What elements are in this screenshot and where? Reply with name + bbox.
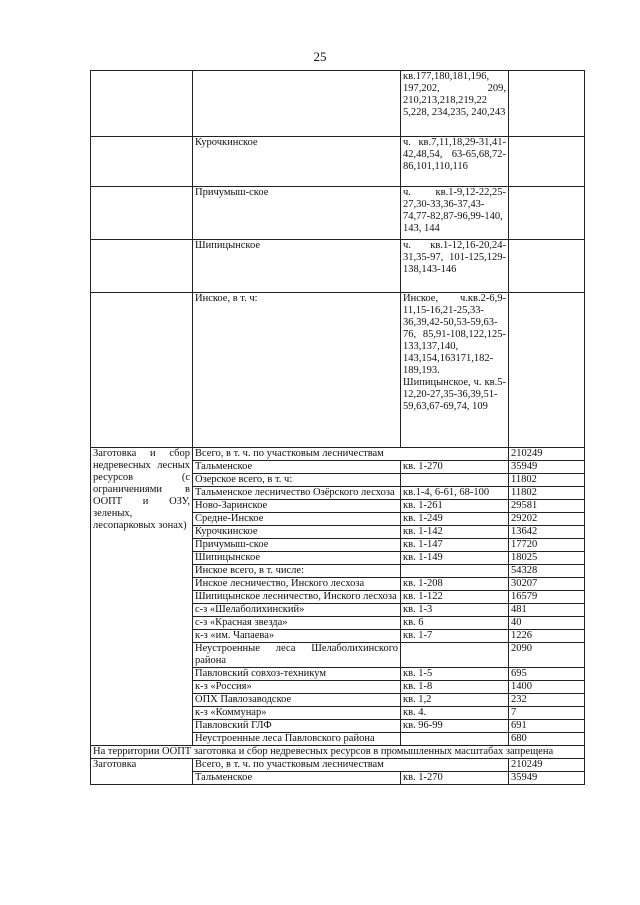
quarters-cell: кв. 1-3: [401, 604, 509, 617]
subdivision-name-cell: Средне-Инское: [193, 513, 401, 526]
area-name-cell: Курочкинское: [193, 137, 401, 187]
quarters-cell: кв. 1-147: [401, 539, 509, 552]
subdivision-name-cell: Неустроенные леса Шелаболихинского района: [193, 643, 401, 668]
area-value-cell: 210249: [509, 759, 585, 772]
subdivision-name-cell: с-з «Красная звезда»: [193, 617, 401, 630]
table-body: [91, 71, 585, 785]
subdivision-name-cell: Курочкинское: [193, 526, 401, 539]
area-value-cell: 11802: [509, 474, 585, 487]
quarters-cell: кв. 4.: [401, 707, 509, 720]
quarters-cell: кв. 1-5: [401, 668, 509, 681]
area-value-cell: 29202: [509, 513, 585, 526]
subdivision-name-cell: к-з «Россия»: [193, 681, 401, 694]
page-number: 25: [313, 49, 327, 64]
quarters-cell: [401, 474, 509, 487]
quarters-cell: кв. 1-149: [401, 552, 509, 565]
subdivision-name-cell: Тальменское: [193, 461, 401, 474]
activity-cell: [91, 71, 193, 137]
area-name-cell: Шипицынское: [193, 240, 401, 293]
area-value-cell: 30207: [509, 578, 585, 591]
area-value-cell: 680: [509, 733, 585, 746]
area-value-cell: [509, 293, 585, 448]
subdivision-name-cell: Тальменское: [193, 772, 401, 785]
area-value-cell: 40: [509, 617, 585, 630]
area-name-cell: Причумыш-ское: [193, 187, 401, 240]
area-value-cell: 2090: [509, 643, 585, 668]
quarters-cell: [401, 565, 509, 578]
area-value-cell: [509, 240, 585, 293]
quarters-cell: Инское, ч.кв.2-6,9-11,15-16,21-25,33-36,39,42-50,53-59,63-76, 85,91-108,122,125-133,137,140, 143,154,163171,182-189,193. Шипицынское, ч. кв.5-12,20-27,35-36,39,51-59,63,67-69,74, 109: [401, 293, 509, 448]
subdivision-name-cell: Тальменское лесничество Озёрского лесхоза: [193, 487, 401, 500]
activity-cell: [91, 137, 193, 187]
quarters-cell: кв. 1-142: [401, 526, 509, 539]
area-value-cell: 29581: [509, 500, 585, 513]
subdivision-name-cell: Всего, в т. ч. по участковым лесничествам: [193, 759, 509, 772]
area-value-cell: 35949: [509, 461, 585, 474]
area-value-cell: 17720: [509, 539, 585, 552]
table-row: [91, 187, 585, 240]
subdivision-name-cell: Шипицынское: [193, 552, 401, 565]
quarters-cell: кв. 1-7: [401, 630, 509, 643]
table-row: [91, 448, 585, 461]
subdivision-name-cell: ОПХ Павлозаводское: [193, 694, 401, 707]
area-value-cell: 7: [509, 707, 585, 720]
subdivision-name-cell: к-з «Коммунар»: [193, 707, 401, 720]
quarters-cell: кв. 1-270: [401, 461, 509, 474]
area-value-cell: 1226: [509, 630, 585, 643]
activity-cell: [91, 187, 193, 240]
area-value-cell: 18025: [509, 552, 585, 565]
area-value-cell: [509, 187, 585, 240]
subdivision-name-cell: Шипицынское лесничество, Инского лесхоза: [193, 591, 401, 604]
activity-cell: [91, 293, 193, 448]
quarters-cell: кв.1-4, 6-61, 68-100: [401, 487, 509, 500]
quarters-cell: кв. 1-270: [401, 772, 509, 785]
quarters-cell: [401, 733, 509, 746]
area-value-cell: [509, 137, 585, 187]
subdivision-name-cell: Всего, в т. ч. по участковым лесничествам: [193, 448, 509, 461]
area-value-cell: 691: [509, 720, 585, 733]
quarters-cell: кв. 1-208: [401, 578, 509, 591]
area-value-cell: 1400: [509, 681, 585, 694]
activity-harvesting: Заготовка: [91, 759, 193, 785]
quarters-cell: кв.177,180,181,196, 197,202, 209, 210,213,218,219,22 5,228, 234,235, 240,243: [401, 71, 509, 137]
area-name-cell: Инское, в т. ч:: [193, 293, 401, 448]
area-value-cell: 35949: [509, 772, 585, 785]
subdivision-name-cell: Неустроенные леса Павловского района: [193, 733, 401, 746]
quarters-cell: кв. 96-99: [401, 720, 509, 733]
subdivision-name-cell: Инское всего, в т. числе:: [193, 565, 401, 578]
area-value-cell: 232: [509, 694, 585, 707]
quarters-cell: кв. 1-122: [401, 591, 509, 604]
table-row: [91, 240, 585, 293]
area-value-cell: 16579: [509, 591, 585, 604]
area-name-cell: [193, 71, 401, 137]
quarters-cell: кв. 1,2: [401, 694, 509, 707]
activity-nontimber-collection: Заготовка и сбор недревесных лесных ресурсов (с ограничениями в ООПТ и ОЗУ, зеленых, лесопарковых зонах): [91, 448, 193, 746]
area-value-cell: 11802: [509, 487, 585, 500]
subdivision-name-cell: Инское лесничество, Инского лесхоза: [193, 578, 401, 591]
area-value-cell: 54328: [509, 565, 585, 578]
quarters-cell: кв. 1-261: [401, 500, 509, 513]
subdivision-name-cell: Озерское всего, в т. ч:: [193, 474, 401, 487]
subdivision-name-cell: Ново-Заринское: [193, 500, 401, 513]
quarters-cell: ч. кв.1-9,12-22,25-27,30-33,36-37,43-74,77-82,87-96,99-140, 143, 144: [401, 187, 509, 240]
table-row: [91, 759, 585, 772]
area-value-cell: 481: [509, 604, 585, 617]
table-row: [91, 746, 585, 759]
quarters-cell: кв. 1-8: [401, 681, 509, 694]
subdivision-name-cell: Павловский совхоз-техникум: [193, 668, 401, 681]
area-value-cell: 695: [509, 668, 585, 681]
subdivision-name-cell: к-з «им. Чапаева»: [193, 630, 401, 643]
note-cell: На территории ООПТ заготовка и сбор недревесных ресурсов в промышленных масштабах запрещена: [91, 746, 585, 759]
activity-cell: [91, 240, 193, 293]
table-row: [91, 71, 585, 137]
quarters-cell: [401, 643, 509, 668]
area-value-cell: 210249: [509, 448, 585, 461]
area-value-cell: [509, 71, 585, 137]
subdivision-name-cell: с-з «Шелаболихинский»: [193, 604, 401, 617]
quarters-cell: ч. кв.7,11,18,29-31,41-42,48,54, 63-65,68,72-86,101,110,116: [401, 137, 509, 187]
area-value-cell: 13642: [509, 526, 585, 539]
table-row: [91, 137, 585, 187]
quarters-cell: кв. 1-249: [401, 513, 509, 526]
table-row: [91, 293, 585, 448]
subdivision-name-cell: Павловский ГЛФ: [193, 720, 401, 733]
subdivision-name-cell: Причумыш-ское: [193, 539, 401, 552]
quarters-cell: ч. кв.1-12,16-20,24-31,35-97, 101-125,129-138,143-146: [401, 240, 509, 293]
forest-resources-table: [90, 70, 585, 785]
quarters-cell: кв. 6: [401, 617, 509, 630]
